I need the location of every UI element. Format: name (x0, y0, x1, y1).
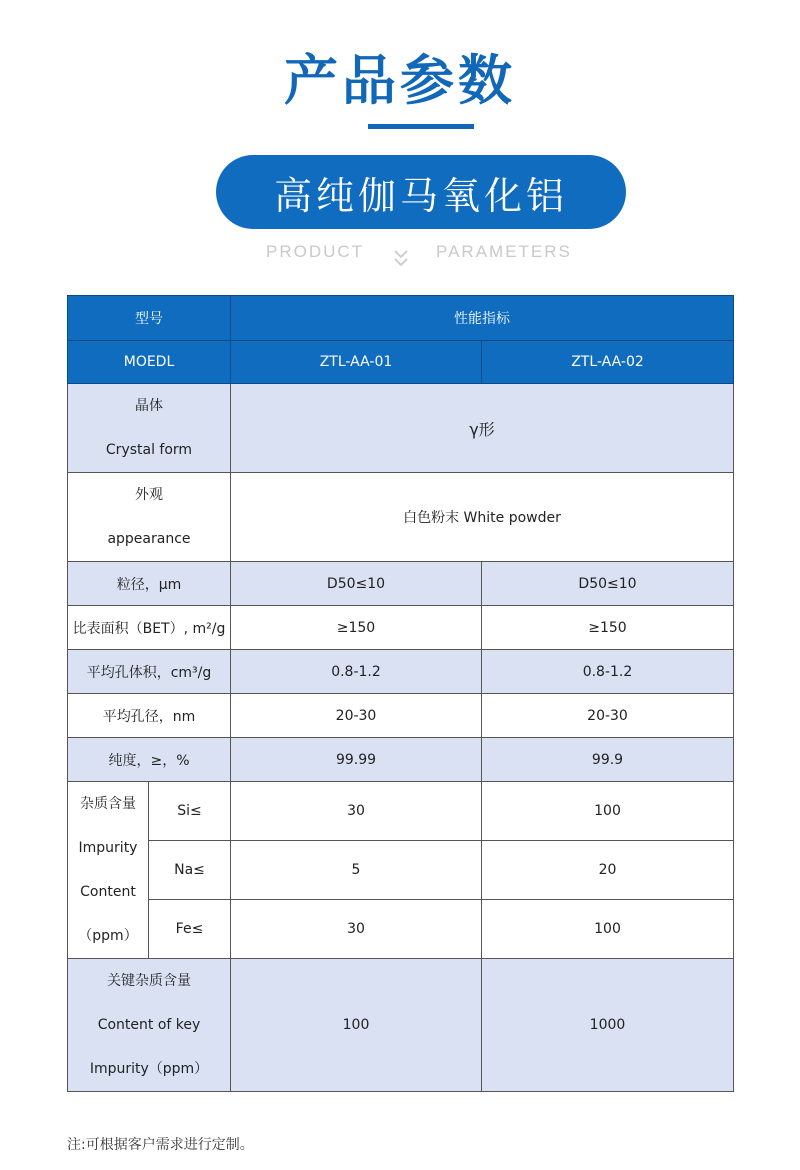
table-row (68, 650, 734, 694)
cell-value: 99.99 (231, 738, 482, 782)
cell-value: 30 (231, 782, 482, 841)
cell-value: 0.8-1.2 (482, 650, 734, 694)
label-line: 杂质含量 (80, 796, 136, 812)
cell-value: 20-30 (231, 694, 482, 738)
table-row (68, 562, 734, 606)
label-cn: 外观 (135, 487, 163, 503)
cell-value: 100 (231, 959, 482, 1092)
table-row-impurity-na (68, 841, 734, 900)
subtitle-row (0, 242, 800, 266)
label-line: Impurity (78, 840, 138, 856)
table-row (68, 738, 734, 782)
label-line: Content (80, 884, 136, 900)
label-line: 关键杂质含量 (107, 973, 191, 989)
table-row-key-impurity (68, 959, 734, 1092)
table-header-row (68, 296, 734, 341)
double-chevron-down-icon (393, 248, 409, 270)
cell-value: 0.8-1.2 (231, 650, 482, 694)
cell-value: D50≤10 (482, 562, 734, 606)
cell-value: 100 (482, 900, 734, 959)
footnote: 注:可根据客户需求进行定制。 (67, 1137, 254, 1153)
header-model-1: ZTL-AA-01 (231, 341, 482, 384)
subtitle-right: PARAMETERS (436, 242, 572, 261)
cell-value: 99.9 (482, 738, 734, 782)
label-line: Content of key (97, 1017, 201, 1033)
label-en: Crystal form (105, 442, 193, 458)
label-cn: 晶体 (135, 398, 163, 414)
cell-value: 1000 (482, 959, 734, 1092)
table-row-impurity-si (68, 782, 734, 841)
key-impurity-label (68, 959, 231, 1092)
row-label: 纯度，≥，% (68, 738, 231, 782)
product-name-banner (216, 155, 626, 229)
header-model-2: ZTL-AA-02 (482, 341, 734, 384)
cell-value: 30 (231, 900, 482, 959)
impurity-element: Si≤ (149, 782, 231, 841)
row-label (68, 384, 231, 473)
table-header-row (68, 341, 734, 384)
subtitle-left: PRODUCT (266, 242, 365, 261)
row-label: 比表面积（BET）, m²/g (68, 606, 231, 650)
header-model-en: MOEDL (68, 341, 231, 384)
row-label (68, 473, 231, 562)
impurity-element: Fe≤ (149, 900, 231, 959)
table-row (68, 694, 734, 738)
title-underline (368, 124, 474, 129)
cell-value: 100 (482, 782, 734, 841)
label-line: （ppm） (78, 928, 138, 944)
cell-value: D50≤10 (231, 562, 482, 606)
impurity-label (68, 782, 149, 959)
impurity-element: Na≤ (149, 841, 231, 900)
header-performance: 性能指标 (231, 296, 734, 341)
spec-table (67, 295, 734, 1092)
header-model-cn: 型号 (68, 296, 231, 341)
row-label: 平均孔体积，cm³/g (68, 650, 231, 694)
cell-value: 20-30 (482, 694, 734, 738)
page-title: 产品参数 (284, 49, 516, 112)
table-row-crystal (68, 384, 734, 473)
row-label: 粒径，μm (68, 562, 231, 606)
cell-value: ≥150 (231, 606, 482, 650)
cell-value: ≥150 (482, 606, 734, 650)
label-line: Impurity（ppm） (89, 1061, 209, 1077)
label-en: appearance (107, 531, 191, 547)
row-label: 平均孔径，nm (68, 694, 231, 738)
crystal-value: γ形 (231, 384, 734, 473)
cell-value: 20 (482, 841, 734, 900)
table-row-impurity-fe (68, 900, 734, 959)
product-name: 高纯伽马氧化铝 (273, 173, 568, 218)
table-row (68, 606, 734, 650)
table-row-appearance (68, 473, 734, 562)
cell-value: 5 (231, 841, 482, 900)
appearance-value: 白色粉末 White powder (231, 473, 734, 562)
